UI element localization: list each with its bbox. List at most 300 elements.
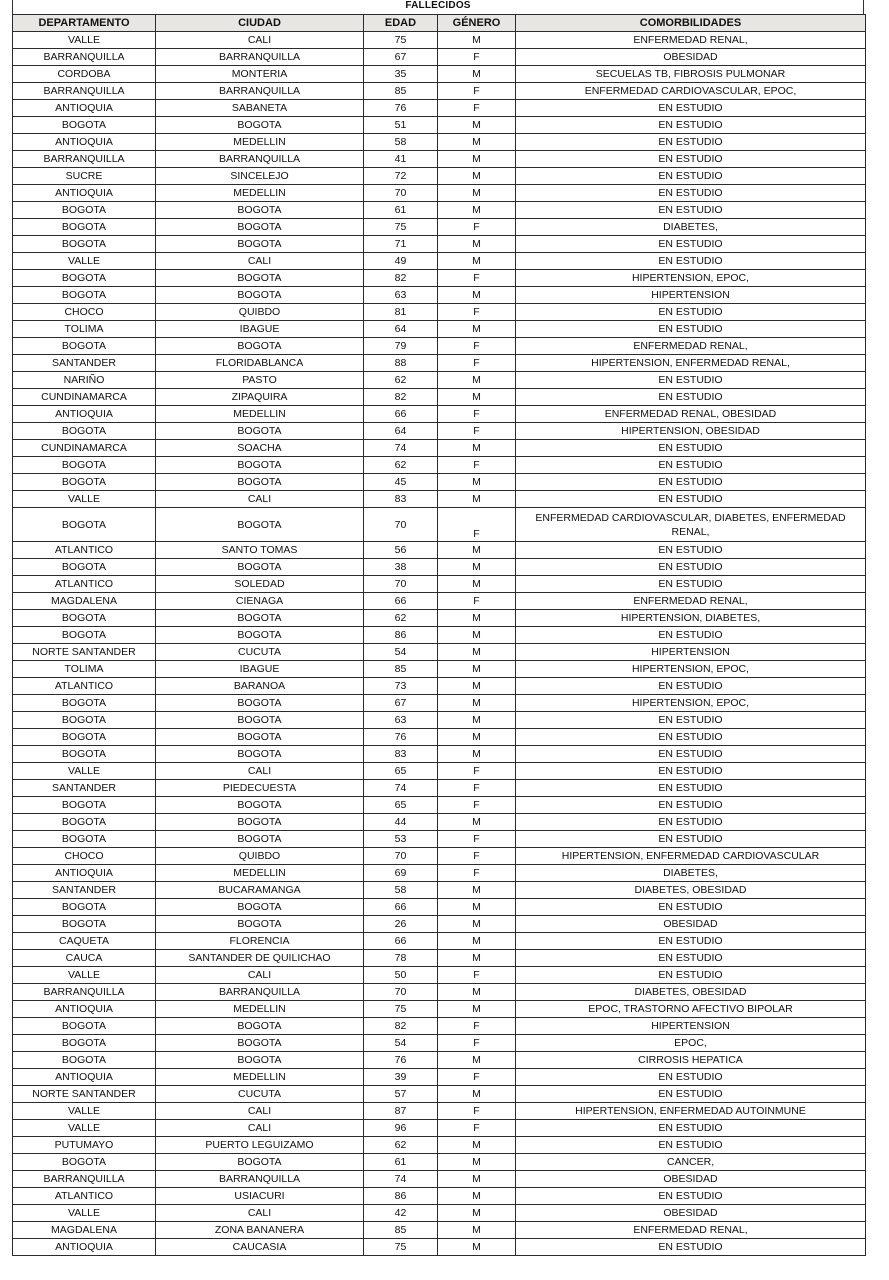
departamento-cell: CHOCO: [13, 848, 156, 865]
comorbilidades-cell: DIABETES,: [516, 865, 866, 882]
edad-cell: 62: [364, 1137, 438, 1154]
table-row: [13, 950, 866, 967]
edad-cell: 76: [364, 1052, 438, 1069]
ciudad-cell: BOGOTA: [156, 831, 364, 848]
table-row: [13, 1239, 866, 1256]
ciudad-cell: MEDELLIN: [156, 134, 364, 151]
departamento-cell: PUTUMAYO: [13, 1137, 156, 1154]
comorbilidades-cell: EN ESTUDIO: [516, 712, 866, 729]
edad-cell: 53: [364, 831, 438, 848]
departamento-cell: BOGOTA: [13, 1154, 156, 1171]
table-row: [13, 814, 866, 831]
table-row: [13, 882, 866, 899]
ciudad-cell: BOGOTA: [156, 916, 364, 933]
comorbilidades-cell: EN ESTUDIO: [516, 440, 866, 457]
edad-cell: 61: [364, 1154, 438, 1171]
edad-cell: 61: [364, 202, 438, 219]
departamento-cell: CORDOBA: [13, 66, 156, 83]
ciudad-cell: USIACURI: [156, 1188, 364, 1205]
ciudad-cell: BOGOTA: [156, 202, 364, 219]
header-ciudad: CIUDAD: [156, 15, 364, 32]
ciudad-cell: CALI: [156, 32, 364, 49]
genero-cell: F: [438, 49, 516, 66]
departamento-cell: SUCRE: [13, 168, 156, 185]
departamento-cell: VALLE: [13, 967, 156, 984]
comorbilidades-cell: EN ESTUDIO: [516, 117, 866, 134]
genero-cell: M: [438, 1205, 516, 1222]
ciudad-cell: CUCUTA: [156, 1086, 364, 1103]
table-row: [13, 559, 866, 576]
ciudad-cell: BOGOTA: [156, 287, 364, 304]
comorbilidades-cell: CANCER,: [516, 1154, 866, 1171]
departamento-cell: BARRANQUILLA: [13, 151, 156, 168]
genero-cell: M: [438, 321, 516, 338]
departamento-cell: VALLE: [13, 1103, 156, 1120]
genero-cell: M: [438, 151, 516, 168]
ciudad-cell: MONTERIA: [156, 66, 364, 83]
comorbilidades-cell: EN ESTUDIO: [516, 1239, 866, 1256]
comorbilidades-cell: ENFERMEDAD CARDIOVASCULAR, EPOC,: [516, 83, 866, 100]
comorbilidades-cell: HIPERTENSION, EPOC,: [516, 270, 866, 287]
departamento-cell: TOLIMA: [13, 321, 156, 338]
departamento-cell: BOGOTA: [13, 899, 156, 916]
ciudad-cell: BOGOTA: [156, 559, 364, 576]
genero-cell: F: [438, 423, 516, 440]
ciudad-cell: BUCARAMANGA: [156, 882, 364, 899]
table-row: [13, 1154, 866, 1171]
edad-cell: 75: [364, 32, 438, 49]
table-title: FALLECIDOS: [12, 0, 864, 14]
comorbilidades-cell: EN ESTUDIO: [516, 678, 866, 695]
table-row: [13, 185, 866, 202]
departamento-cell: BARRANQUILLA: [13, 49, 156, 66]
ciudad-cell: BARRANQUILLA: [156, 151, 364, 168]
ciudad-cell: FLORENCIA: [156, 933, 364, 950]
table-row: [13, 1188, 866, 1205]
edad-cell: 58: [364, 882, 438, 899]
departamento-cell: ANTIOQUIA: [13, 100, 156, 117]
comorbilidades-cell: HIPERTENSION, OBESIDAD: [516, 423, 866, 440]
edad-cell: 67: [364, 695, 438, 712]
table-row: [13, 661, 866, 678]
edad-cell: 50: [364, 967, 438, 984]
edad-cell: 75: [364, 1001, 438, 1018]
header-departamento: DEPARTAMENTO: [13, 15, 156, 32]
comorbilidades-cell: EN ESTUDIO: [516, 1086, 866, 1103]
comorbilidades-cell: EN ESTUDIO: [516, 1069, 866, 1086]
comorbilidades-cell: EN ESTUDIO: [516, 831, 866, 848]
ciudad-cell: MEDELLIN: [156, 1069, 364, 1086]
departamento-cell: ATLANTICO: [13, 678, 156, 695]
comorbilidades-cell: EN ESTUDIO: [516, 151, 866, 168]
table-row: [13, 1001, 866, 1018]
comorbilidades-cell: EN ESTUDIO: [516, 253, 866, 270]
genero-cell: M: [438, 661, 516, 678]
table-row: [13, 508, 866, 542]
table-row: [13, 423, 866, 440]
table-row: [13, 780, 866, 797]
table-row: [13, 593, 866, 610]
ciudad-cell: MEDELLIN: [156, 1001, 364, 1018]
genero-cell: M: [438, 542, 516, 559]
edad-cell: 83: [364, 491, 438, 508]
genero-cell: M: [438, 1239, 516, 1256]
edad-cell: 65: [364, 797, 438, 814]
genero-cell: M: [438, 1188, 516, 1205]
table-row: [13, 712, 866, 729]
ciudad-cell: SINCELEJO: [156, 168, 364, 185]
genero-cell: M: [438, 644, 516, 661]
comorbilidades-cell: ENFERMEDAD RENAL,: [516, 1222, 866, 1239]
edad-cell: 70: [364, 185, 438, 202]
table-row: [13, 236, 866, 253]
ciudad-cell: BOGOTA: [156, 627, 364, 644]
edad-cell: 82: [364, 389, 438, 406]
table-row: [13, 372, 866, 389]
comorbilidades-cell: EN ESTUDIO: [516, 814, 866, 831]
departamento-cell: SANTANDER: [13, 355, 156, 372]
comorbilidades-cell: HIPERTENSION, EPOC,: [516, 695, 866, 712]
ciudad-cell: BOGOTA: [156, 899, 364, 916]
edad-cell: 45: [364, 474, 438, 491]
ciudad-cell: CALI: [156, 491, 364, 508]
ciudad-cell: SANTO TOMAS: [156, 542, 364, 559]
table-row: [13, 253, 866, 270]
table-row: [13, 967, 866, 984]
departamento-cell: NORTE SANTANDER: [13, 644, 156, 661]
edad-cell: 54: [364, 644, 438, 661]
ciudad-cell: BARANOA: [156, 678, 364, 695]
departamento-cell: MAGDALENA: [13, 593, 156, 610]
departamento-cell: BOGOTA: [13, 729, 156, 746]
edad-cell: 76: [364, 729, 438, 746]
departamento-cell: BARRANQUILLA: [13, 83, 156, 100]
genero-cell: F: [438, 406, 516, 423]
edad-cell: 64: [364, 321, 438, 338]
genero-cell: M: [438, 185, 516, 202]
genero-cell: M: [438, 610, 516, 627]
comorbilidades-cell: ENFERMEDAD RENAL,: [516, 32, 866, 49]
genero-cell: M: [438, 729, 516, 746]
table-row: [13, 984, 866, 1001]
edad-cell: 62: [364, 457, 438, 474]
comorbilidades-cell: DIABETES, OBESIDAD: [516, 984, 866, 1001]
comorbilidades-cell: CIRROSIS HEPATICA: [516, 1052, 866, 1069]
genero-cell: M: [438, 950, 516, 967]
ciudad-cell: CIENAGA: [156, 593, 364, 610]
edad-cell: 62: [364, 610, 438, 627]
ciudad-cell: FLORIDABLANCA: [156, 355, 364, 372]
genero-cell: M: [438, 627, 516, 644]
edad-cell: 74: [364, 440, 438, 457]
genero-cell: M: [438, 474, 516, 491]
ciudad-cell: BOGOTA: [156, 474, 364, 491]
edad-cell: 67: [364, 49, 438, 66]
departamento-cell: ANTIOQUIA: [13, 1239, 156, 1256]
departamento-cell: SANTANDER: [13, 780, 156, 797]
genero-cell: M: [438, 372, 516, 389]
comorbilidades-cell: EN ESTUDIO: [516, 559, 866, 576]
table-row: [13, 474, 866, 491]
ciudad-cell: BOGOTA: [156, 508, 364, 542]
comorbilidades-cell: OBESIDAD: [516, 916, 866, 933]
comorbilidades-cell: EN ESTUDIO: [516, 372, 866, 389]
genero-cell: M: [438, 1001, 516, 1018]
ciudad-cell: BARRANQUILLA: [156, 49, 364, 66]
ciudad-cell: BOGOTA: [156, 746, 364, 763]
comorbilidades-cell: EN ESTUDIO: [516, 763, 866, 780]
departamento-cell: BOGOTA: [13, 712, 156, 729]
comorbilidades-cell: EN ESTUDIO: [516, 729, 866, 746]
comorbilidades-cell: HIPERTENSION, DIABETES,: [516, 610, 866, 627]
ciudad-cell: BOGOTA: [156, 712, 364, 729]
table-row: [13, 542, 866, 559]
ciudad-cell: BOGOTA: [156, 270, 364, 287]
comorbilidades-cell: HIPERTENSION: [516, 644, 866, 661]
edad-cell: 85: [364, 83, 438, 100]
ciudad-cell: BOGOTA: [156, 1052, 364, 1069]
genero-cell: M: [438, 695, 516, 712]
comorbilidades-cell: EN ESTUDIO: [516, 780, 866, 797]
table-row: [13, 1120, 866, 1137]
departamento-cell: ANTIOQUIA: [13, 185, 156, 202]
edad-cell: 51: [364, 117, 438, 134]
ciudad-cell: BOGOTA: [156, 338, 364, 355]
table-row: [13, 610, 866, 627]
edad-cell: 85: [364, 661, 438, 678]
genero-cell: M: [438, 168, 516, 185]
ciudad-cell: BARRANQUILLA: [156, 1171, 364, 1188]
departamento-cell: ATLANTICO: [13, 542, 156, 559]
departamento-cell: ANTIOQUIA: [13, 865, 156, 882]
ciudad-cell: BOGOTA: [156, 117, 364, 134]
departamento-cell: ANTIOQUIA: [13, 134, 156, 151]
header-genero: GÉNERO: [438, 15, 516, 32]
comorbilidades-cell: EN ESTUDIO: [516, 797, 866, 814]
departamento-cell: VALLE: [13, 763, 156, 780]
ciudad-cell: PASTO: [156, 372, 364, 389]
departamento-cell: BOGOTA: [13, 338, 156, 355]
table-row: [13, 695, 866, 712]
ciudad-cell: MEDELLIN: [156, 406, 364, 423]
comorbilidades-cell: EN ESTUDIO: [516, 1188, 866, 1205]
departamento-cell: BOGOTA: [13, 287, 156, 304]
genero-cell: F: [438, 355, 516, 372]
departamento-cell: NORTE SANTANDER: [13, 1086, 156, 1103]
departamento-cell: ATLANTICO: [13, 1188, 156, 1205]
departamento-cell: SANTANDER: [13, 882, 156, 899]
comorbilidades-cell: DIABETES,: [516, 219, 866, 236]
ciudad-cell: QUIBDO: [156, 848, 364, 865]
table-row: [13, 83, 866, 100]
table-row: [13, 338, 866, 355]
ciudad-cell: MEDELLIN: [156, 185, 364, 202]
edad-cell: 73: [364, 678, 438, 695]
table-row: [13, 491, 866, 508]
edad-cell: 70: [364, 848, 438, 865]
table-row: [13, 32, 866, 49]
departamento-cell: BARRANQUILLA: [13, 1171, 156, 1188]
departamento-cell: BOGOTA: [13, 1052, 156, 1069]
ciudad-cell: MEDELLIN: [156, 865, 364, 882]
comorbilidades-cell: OBESIDAD: [516, 49, 866, 66]
genero-cell: M: [438, 559, 516, 576]
ciudad-cell: BOGOTA: [156, 610, 364, 627]
table-row: [13, 729, 866, 746]
comorbilidades-cell: HIPERTENSION, EPOC,: [516, 661, 866, 678]
ciudad-cell: BOGOTA: [156, 457, 364, 474]
table-row: [13, 1205, 866, 1222]
genero-cell: M: [438, 746, 516, 763]
edad-cell: 57: [364, 1086, 438, 1103]
ciudad-cell: PUERTO LEGUIZAMO: [156, 1137, 364, 1154]
ciudad-cell: CALI: [156, 763, 364, 780]
departamento-cell: VALLE: [13, 1120, 156, 1137]
table-row: [13, 202, 866, 219]
departamento-cell: VALLE: [13, 32, 156, 49]
genero-cell: F: [438, 1120, 516, 1137]
genero-cell: M: [438, 984, 516, 1001]
comorbilidades-cell: EN ESTUDIO: [516, 746, 866, 763]
table-row: [13, 797, 866, 814]
departamento-cell: BOGOTA: [13, 610, 156, 627]
ciudad-cell: BOGOTA: [156, 1018, 364, 1035]
departamento-cell: BOGOTA: [13, 627, 156, 644]
departamento-cell: BOGOTA: [13, 1018, 156, 1035]
edad-cell: 66: [364, 933, 438, 950]
table-row: [13, 1103, 866, 1120]
edad-cell: 72: [364, 168, 438, 185]
genero-cell: F: [438, 865, 516, 882]
comorbilidades-cell: EN ESTUDIO: [516, 100, 866, 117]
departamento-cell: BOGOTA: [13, 916, 156, 933]
table-row: [13, 406, 866, 423]
departamento-cell: BOGOTA: [13, 831, 156, 848]
table-row: [13, 916, 866, 933]
table-row: [13, 848, 866, 865]
comorbilidades-cell: OBESIDAD: [516, 1205, 866, 1222]
genero-cell: M: [438, 678, 516, 695]
comorbilidades-cell: EN ESTUDIO: [516, 457, 866, 474]
comorbilidades-cell: EN ESTUDIO: [516, 542, 866, 559]
edad-cell: 39: [364, 1069, 438, 1086]
table-row: [13, 389, 866, 406]
ciudad-cell: BARRANQUILLA: [156, 984, 364, 1001]
genero-cell: M: [438, 491, 516, 508]
departamento-cell: VALLE: [13, 491, 156, 508]
genero-cell: M: [438, 287, 516, 304]
edad-cell: 66: [364, 593, 438, 610]
departamento-cell: BOGOTA: [13, 270, 156, 287]
table-row: [13, 219, 866, 236]
edad-cell: 87: [364, 1103, 438, 1120]
genero-cell: F: [438, 797, 516, 814]
genero-cell: M: [438, 117, 516, 134]
edad-cell: 42: [364, 1205, 438, 1222]
edad-cell: 44: [364, 814, 438, 831]
departamento-cell: BOGOTA: [13, 746, 156, 763]
comorbilidades-cell: SECUELAS TB, FIBROSIS PULMONAR: [516, 66, 866, 83]
edad-cell: 81: [364, 304, 438, 321]
edad-cell: 69: [364, 865, 438, 882]
table-row: [13, 627, 866, 644]
comorbilidades-cell: DIABETES, OBESIDAD: [516, 882, 866, 899]
departamento-cell: ATLANTICO: [13, 576, 156, 593]
departamento-cell: NARIÑO: [13, 372, 156, 389]
comorbilidades-cell: EN ESTUDIO: [516, 1120, 866, 1137]
table-body: [13, 32, 866, 1256]
departamento-cell: BOGOTA: [13, 236, 156, 253]
comorbilidades-cell: EN ESTUDIO: [516, 134, 866, 151]
table-row: [13, 678, 866, 695]
table-row: [13, 933, 866, 950]
table-row: [13, 763, 866, 780]
genero-cell: M: [438, 576, 516, 593]
genero-cell: F: [438, 1035, 516, 1052]
edad-cell: 26: [364, 916, 438, 933]
ciudad-cell: IBAGUE: [156, 321, 364, 338]
ciudad-cell: ZIPAQUIRA: [156, 389, 364, 406]
table-row: [13, 865, 866, 882]
genero-cell: F: [438, 967, 516, 984]
comorbilidades-cell: EN ESTUDIO: [516, 950, 866, 967]
table-row: [13, 1069, 866, 1086]
fallecidos-table: [12, 14, 866, 1256]
table-row: [13, 168, 866, 185]
departamento-cell: ANTIOQUIA: [13, 1069, 156, 1086]
genero-cell: M: [438, 440, 516, 457]
comorbilidades-cell: HIPERTENSION, ENFERMEDAD AUTOINMUNE: [516, 1103, 866, 1120]
comorbilidades-cell: EN ESTUDIO: [516, 321, 866, 338]
edad-cell: 82: [364, 1018, 438, 1035]
genero-cell: M: [438, 899, 516, 916]
table-row: [13, 304, 866, 321]
table-row: [13, 355, 866, 372]
edad-cell: 63: [364, 287, 438, 304]
genero-cell: M: [438, 1222, 516, 1239]
genero-cell: F: [438, 831, 516, 848]
edad-cell: 70: [364, 508, 438, 542]
edad-cell: 70: [364, 576, 438, 593]
table-row: [13, 151, 866, 168]
edad-cell: 65: [364, 763, 438, 780]
edad-cell: 71: [364, 236, 438, 253]
genero-cell: M: [438, 882, 516, 899]
ciudad-cell: BOGOTA: [156, 797, 364, 814]
departamento-cell: ANTIOQUIA: [13, 406, 156, 423]
ciudad-cell: SOLEDAD: [156, 576, 364, 593]
ciudad-cell: PIEDECUESTA: [156, 780, 364, 797]
edad-cell: 75: [364, 219, 438, 236]
comorbilidades-cell: EN ESTUDIO: [516, 236, 866, 253]
table-row: [13, 66, 866, 83]
genero-cell: F: [438, 848, 516, 865]
comorbilidades-cell: EN ESTUDIO: [516, 627, 866, 644]
table-row: [13, 1222, 866, 1239]
edad-cell: 56: [364, 542, 438, 559]
ciudad-cell: BARRANQUILLA: [156, 83, 364, 100]
table-row: [13, 321, 866, 338]
ciudad-cell: BOGOTA: [156, 1035, 364, 1052]
edad-cell: 38: [364, 559, 438, 576]
ciudad-cell: SOACHA: [156, 440, 364, 457]
genero-cell: M: [438, 66, 516, 83]
edad-cell: 70: [364, 984, 438, 1001]
edad-cell: 78: [364, 950, 438, 967]
edad-cell: 63: [364, 712, 438, 729]
ciudad-cell: CALI: [156, 1205, 364, 1222]
comorbilidades-cell: ENFERMEDAD RENAL,: [516, 593, 866, 610]
